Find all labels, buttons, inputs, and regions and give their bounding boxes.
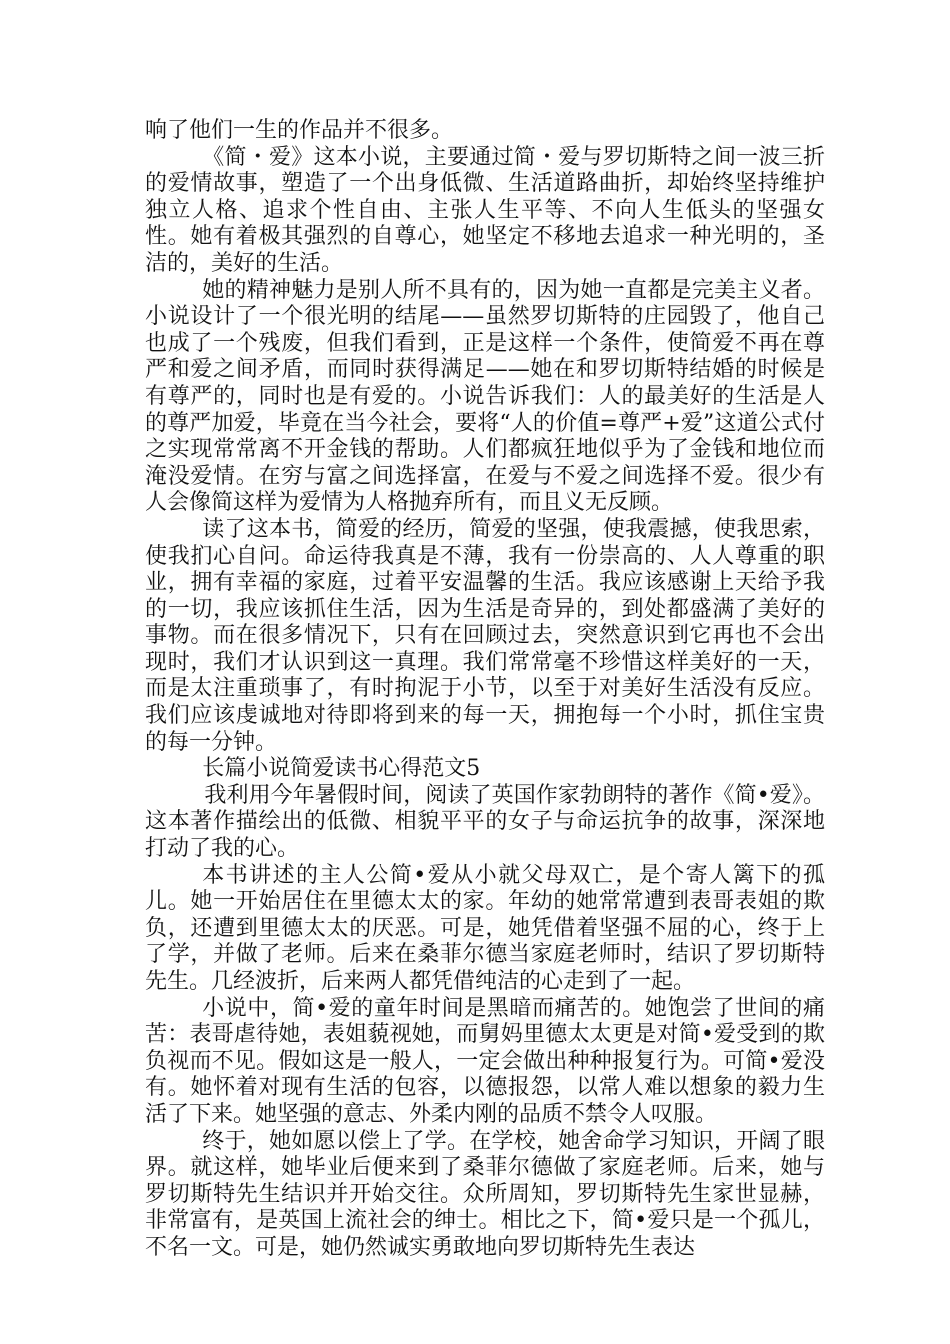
document-page (145, 118, 825, 1262)
paragraph-spiritual-charm: 她的精神魅力是别人所不具有的，因为她一直都是完美主义者。小说设计了一个很光明的结尾——虽然罗切斯特的庄园毁了，他自己也成了一个残废，但我们看到，正是这样一个条件，使简爱不再在尊严和爱之间矛盾，而同时获得满足——她在和罗切斯特结婚的时候是有尊严的，同时也是有爱的。小说告诉我们：人的最美好的生活是人的尊严加爱，毕竟在当今社会，要将“人的价值=尊严+爱”这道公式付之实现常常离不开金钱的帮助。人们都疯狂地似乎为了金钱和地位而淹没爱情。在穷与富之间选择富，在爱与不爱之间选择不爱。很少有人会像简这样为爱情为人格抛弃所有，而且义无反顾。 (145, 277, 825, 516)
paragraph-reflection: 读了这本书，简爱的经历，简爱的坚强，使我震撼，使我思索，使我扪心自问。命运待我真是不薄，我有一份崇高的、人人尊重的职业，拥有幸福的家庭，过着平安温馨的生活。我应该感谢上天给予我的一切，我应该抓住生活，因为生活是奇异的，到处都盛满了美好的事物。而在很多情况下，只有在回顾过去，突然意识到它再也不会出现时，我们才认识到这一真理。我们常常毫不珍惜这样美好的一天，而是太注重琐事了，有时拘泥于小节，以至于对美好生活没有反应。我们应该虔诚地对待即将到来的每一天，拥抱每一个小时，抓住宝贵的每一分钟。 (145, 516, 825, 755)
paragraph-summer-reading: 我利用今年暑假时间，阅读了英国作家勃朗特的著作《简•爱》。这本著作描绘出的低微、相貌平平的女子与命运抗争的故事，深深地打动了我的心。 (145, 782, 825, 862)
paragraph-novel-summary: 《简・爱》这本小说，主要通过简・爱与罗切斯特之间一波三折的爱情故事，塑造了一个出身低微、生活道路曲折，却始终坚持维护独立人格、追求个性自由、主张人生平等、不向人生低头的坚强女性。她有着极其强烈的自尊心，她坚定不移地去追求一种光明的，圣洁的，美好的生活。 (145, 144, 825, 276)
paragraph-protagonist: 本书讲述的主人公简•爱从小就父母双亡，是个寄人篱下的孤儿。她一开始居住在里德太太的家。年幼的她常常遭到表哥表姐的欺负，还遭到里德太太的厌恶。可是，她凭借着坚强不屈的心，终于上了学，并做了老师。后来在桑菲尔德当家庭老师时，结识了罗切斯特先生。几经波折，后来两人都凭借纯洁的心走到了一起。 (145, 862, 825, 994)
paragraph-school: 终于，她如愿以偿上了学。在学校，她舍命学习知识，开阔了眼界。就这样，她毕业后便来到了桑菲尔德做了家庭老师。后来，她与罗切斯特先生结识并开始交往。众所周知，罗切斯特先生家世显赫，非常富有，是英国上流社会的绅士。相比之下，简•爱只是一个孤儿，不名一文。可是，她仍然诚实勇敢地向罗切斯特先生表达 (145, 1128, 825, 1260)
paragraph-continuation: 响了他们一生的作品并不很多。 (145, 118, 454, 143)
section-heading: 长篇小说简爱读书心得范文5 (202, 756, 481, 782)
paragraph-childhood: 小说中，简•爱的童年时间是黑暗而痛苦的。她饱尝了世间的痛苦：表哥虐待她，表姐藐视她，而舅妈里德太太更是对简•爱受到的欺负视而不见。假如这是一般人，一定会做出种种报复行为。可简•爱没有。她怀着对现有生活的包容，以德报怨，以常人难以想象的毅力生活了下来。她坚强的意志、外柔内刚的品质不禁令人叹服。 (145, 995, 825, 1127)
